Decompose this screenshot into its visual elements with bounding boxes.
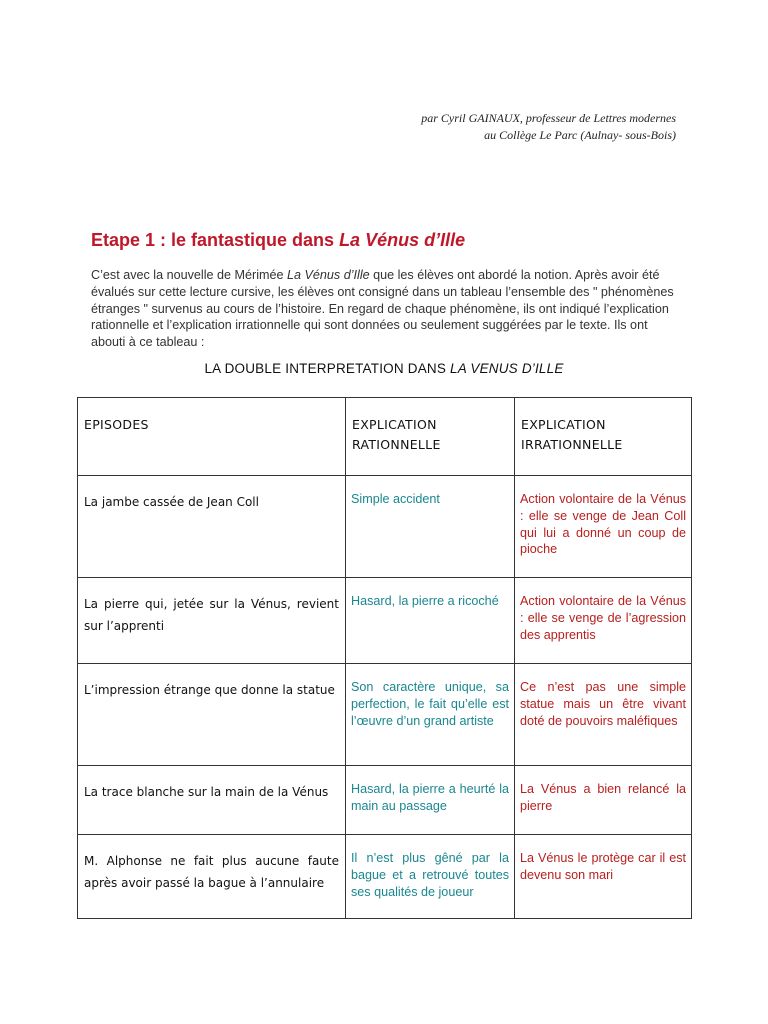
episode-text: M. Alphonse ne fait plus aucune faute après avoir passé la bague à l’annulaire — [84, 854, 339, 890]
rational-cell — [346, 578, 515, 664]
rational-text: Hasard, la pierre a heurté la main au passage — [351, 782, 509, 813]
episode-cell — [78, 766, 346, 835]
episode-text: La trace blanche sur la main de la Vénus — [84, 785, 329, 799]
table-row — [78, 835, 692, 919]
header-episodes — [78, 398, 346, 476]
rational-text: Hasard, la pierre a ricoché — [351, 594, 499, 608]
intro-title-italic: La Vénus d’Ille — [287, 268, 370, 282]
irrational-text: Ce n’est pas une simple statue mais un être vivant doté de pouvoirs maléfiques — [520, 680, 686, 728]
byline-line-2: au Collège Le Parc (Aulnay- sous-Bois) — [484, 128, 676, 142]
intro-part-2: que les élèves ont abordé la notion. Après avoir été évalués sur cette lecture cursive, les élèves ont consigné dans un tableau l’ensemble des " phénomènes étranges " survenus au cours de l’histoire. En regard de chaque phénomène, ils ont indiqué l’explication rationnelle et l’explication irrationnelle qui sont données ou seulement suggérées par le texte. Ils ont abouti à ce tableau : — [91, 268, 674, 350]
section-heading — [91, 230, 465, 251]
byline-line-1: par Cyril GAINAUX, professeur de Lettres modernes — [421, 111, 676, 125]
irrational-cell — [515, 476, 692, 578]
episode-text: L’impression étrange que donne la statue — [84, 683, 335, 697]
rational-cell — [346, 476, 515, 578]
episode-cell — [78, 476, 346, 578]
table-title-italic: LA VENUS D’ILLE — [450, 361, 564, 376]
header-rational — [346, 398, 515, 476]
header-episodes-label: EPISODES — [84, 417, 149, 432]
table-header-row — [78, 398, 692, 476]
irrational-cell — [515, 578, 692, 664]
rational-cell — [346, 664, 515, 766]
irrational-text: La Vénus a bien relancé la pierre — [520, 782, 686, 813]
table-row — [78, 476, 692, 578]
rational-text: Son caractère unique, sa perfection, le fait qu’elle est l’œuvre d’un grand artiste — [351, 680, 509, 728]
irrational-text: Action volontaire de la Vénus : elle se venge de Jean Coll qui lui a donné un coup de pioche — [520, 492, 686, 557]
irrational-cell — [515, 664, 692, 766]
irrational-cell — [515, 835, 692, 919]
header-irrational-line-1: EXPLICATION — [521, 417, 606, 432]
rational-text: Simple accident — [351, 492, 440, 506]
irrational-text: Action volontaire de la Vénus : elle se venge de l’agression des apprentis — [520, 594, 686, 642]
header-irrational — [515, 398, 692, 476]
intro-paragraph — [91, 267, 681, 351]
author-byline — [300, 110, 676, 144]
heading-title-italic: La Vénus d’Ille — [339, 230, 466, 250]
episode-cell — [78, 835, 346, 919]
interpretation-table — [77, 397, 692, 919]
episode-text: La jambe cassée de Jean Coll — [84, 495, 259, 509]
rational-cell — [346, 835, 515, 919]
table-row — [78, 664, 692, 766]
episode-cell — [78, 664, 346, 766]
episode-text: La pierre qui, jetée sur la Vénus, revient sur l’apprenti — [84, 597, 339, 633]
rational-text: Il n’est plus gêné par la bague et a retrouvé toutes ses qualités de joueur — [351, 851, 509, 899]
irrational-text: La Vénus le protège car il est devenu son mari — [520, 851, 686, 882]
header-irrational-line-2: IRRATIONNELLE — [521, 437, 623, 452]
table-row — [78, 578, 692, 664]
rational-cell — [346, 766, 515, 835]
table-row — [78, 766, 692, 835]
header-rational-line-1: EXPLICATION — [352, 417, 437, 432]
table-title — [0, 361, 768, 376]
heading-prefix: Etape 1 : le fantastique dans — [91, 230, 340, 250]
header-rational-line-2: RATIONNELLE — [352, 437, 441, 452]
intro-part-1: C’est avec la nouvelle de Mérimée — [91, 268, 287, 282]
table-title-prefix: LA DOUBLE INTERPRETATION DANS — [204, 361, 450, 376]
irrational-cell — [515, 766, 692, 835]
episode-cell — [78, 578, 346, 664]
